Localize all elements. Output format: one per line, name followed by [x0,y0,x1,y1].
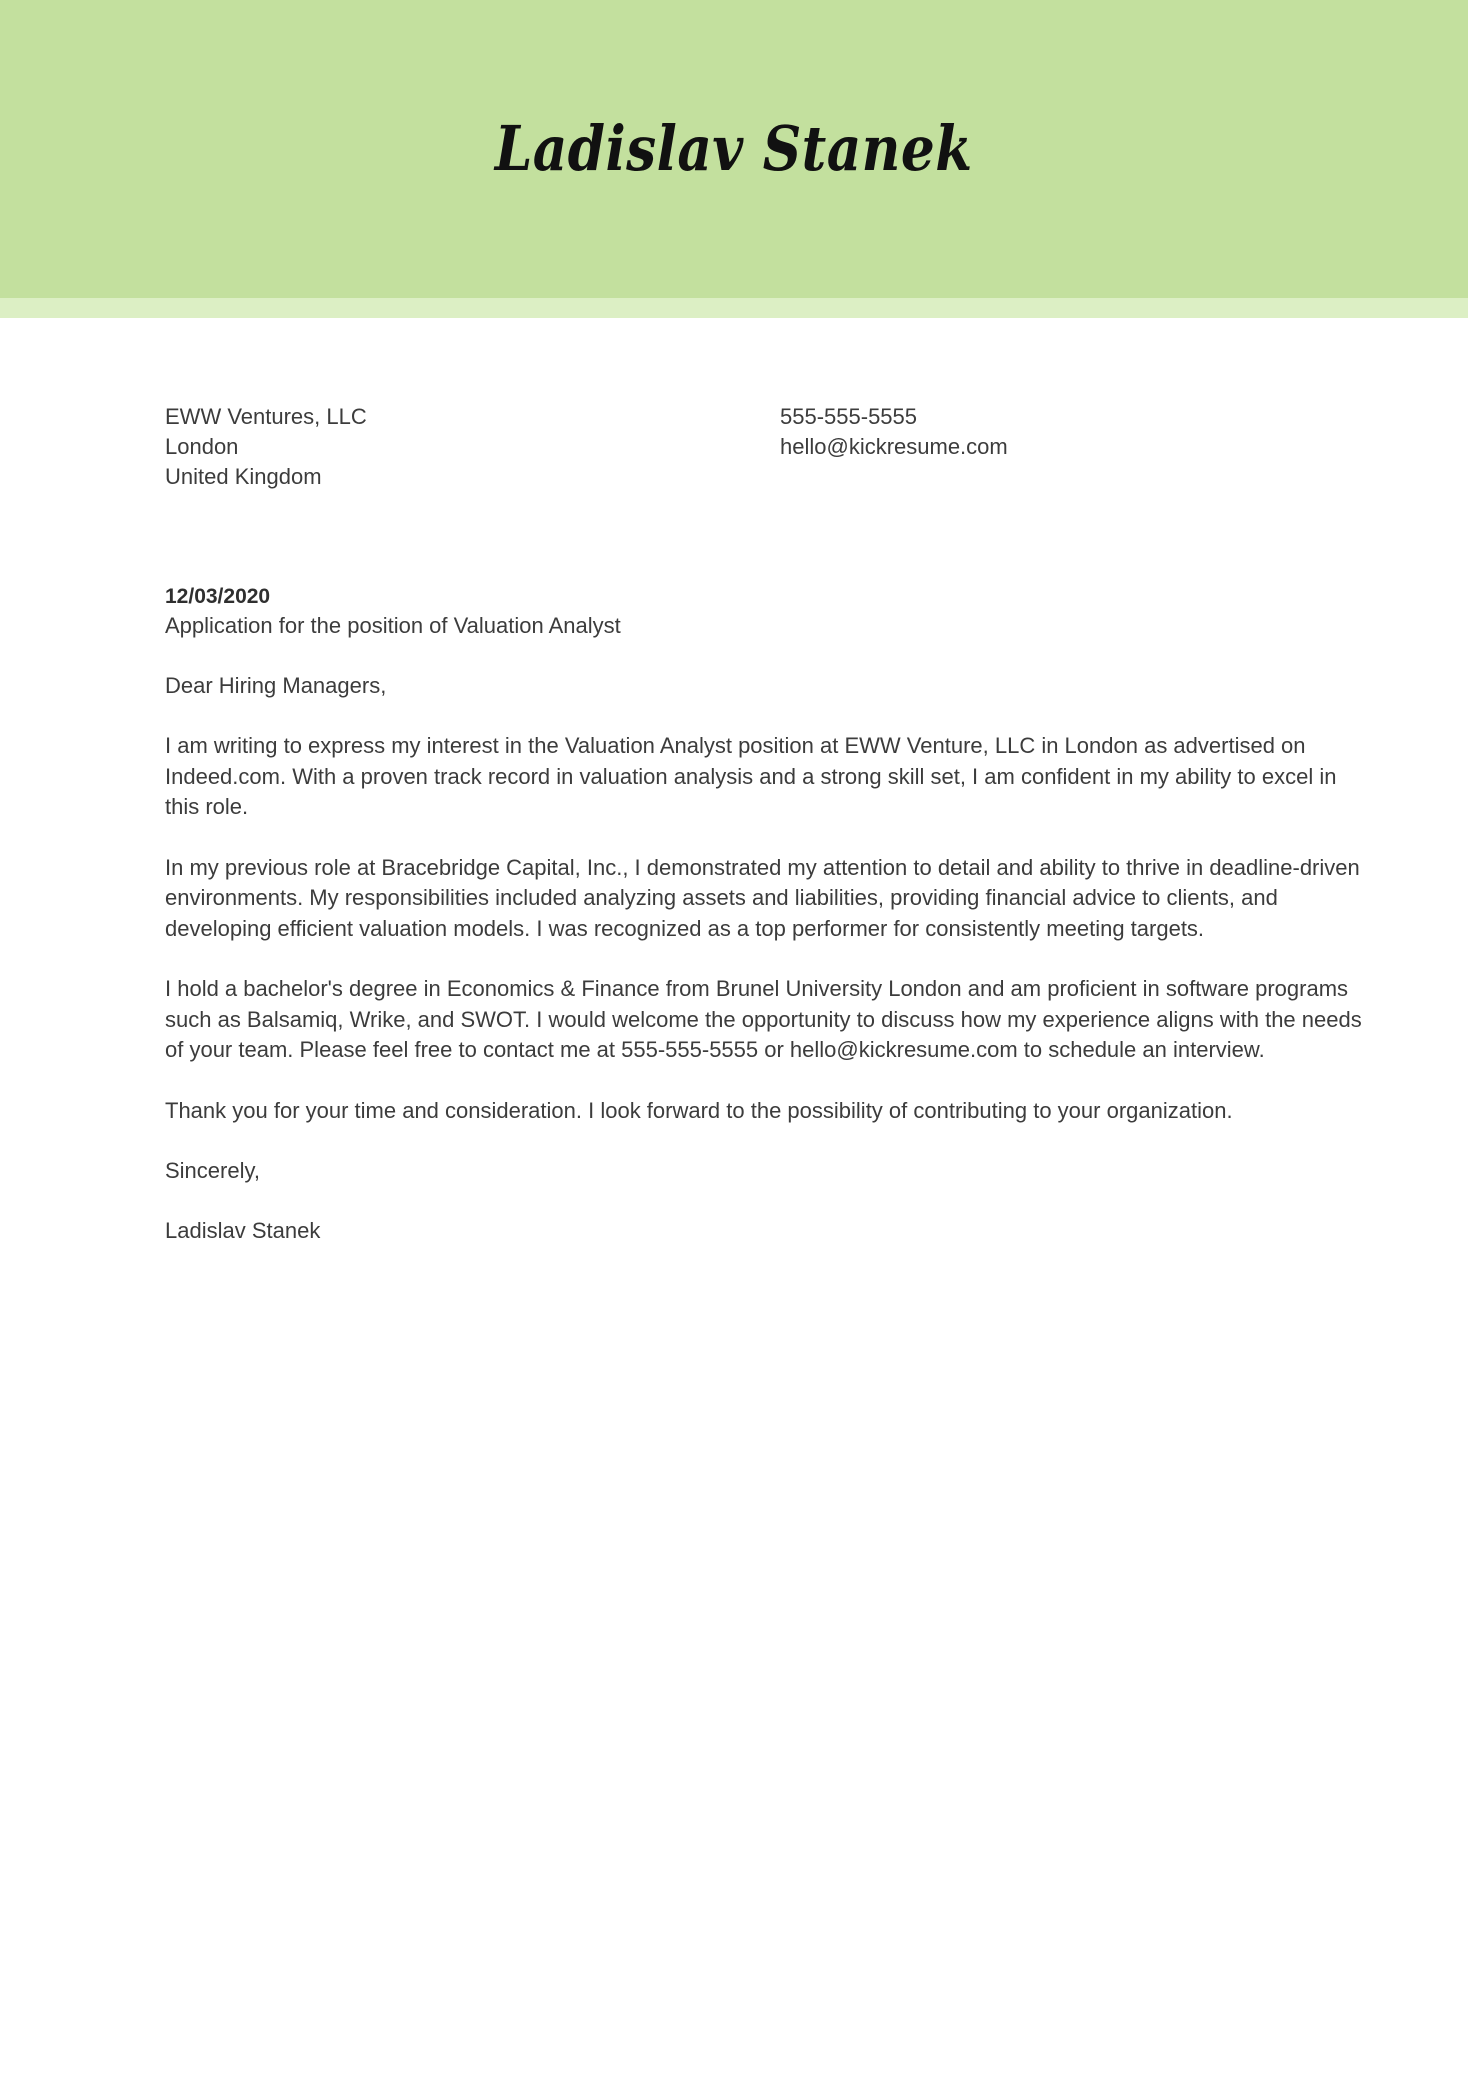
header-accent-strip [0,298,1468,318]
signature-name: Ladislav Stanek [165,1218,321,1243]
sender-phone: 555-555-5555 [780,404,918,429]
date-subject-block [165,582,1365,641]
letter-paragraph: In my previous role at Bracebridge Capital, Inc., I demonstrated my attention to detail and ability to thrive in deadline-driven environments. My responsibilities included analyzing assets and liabilities, providing financial advice to clients, and developing efficient valuation models. I was recognized as a top performer for consistently meeting targets. [165,854,1360,941]
sender-contact-details [780,402,1340,492]
sender-email: hello@kickresume.com [780,434,1008,459]
recipient-company: EWW Ventures, LLC [165,404,367,429]
salutation: Dear Hiring Managers, [165,673,387,698]
letter-date: 12/03/2020 [165,585,271,608]
page-title: Ladislav Stanek [495,112,973,185]
letter-paragraph: I hold a bachelor's degree in Economics & Finance from Brunel University London and am proficient in software programs such as Balsamiq, Wrike, and SWOT. I would welcome the opportunity to discuss how my experience aligns with the needs of your team. Please feel free to contact me at 555-555-5555 or hello@kickresume.com to schedule an interview. [165,976,1362,1062]
recipient-city: London [165,434,239,459]
letter-paragraph: I am writing to express my interest in the Valuation Analyst position at EWW Venture, LLC in London as advertised on Indeed.com. With a proven track record in valuation analysis and a strong skill set, I am confident in my ability to excel in this role. [165,733,1337,819]
recipient-country: United Kingdom [165,464,322,489]
content-container [165,402,1365,1246]
closing-line: Sincerely, [165,1158,260,1183]
contact-block [165,402,1365,492]
letter-paragraph: Thank you for your time and consideration. I look forward to the possibility of contributing to your organization. [165,1097,1233,1123]
header-banner [0,0,1468,298]
letter-body [0,318,1468,1246]
recipient-address [165,402,780,492]
letter-subject: Application for the position of Valuation Analyst [165,613,621,638]
